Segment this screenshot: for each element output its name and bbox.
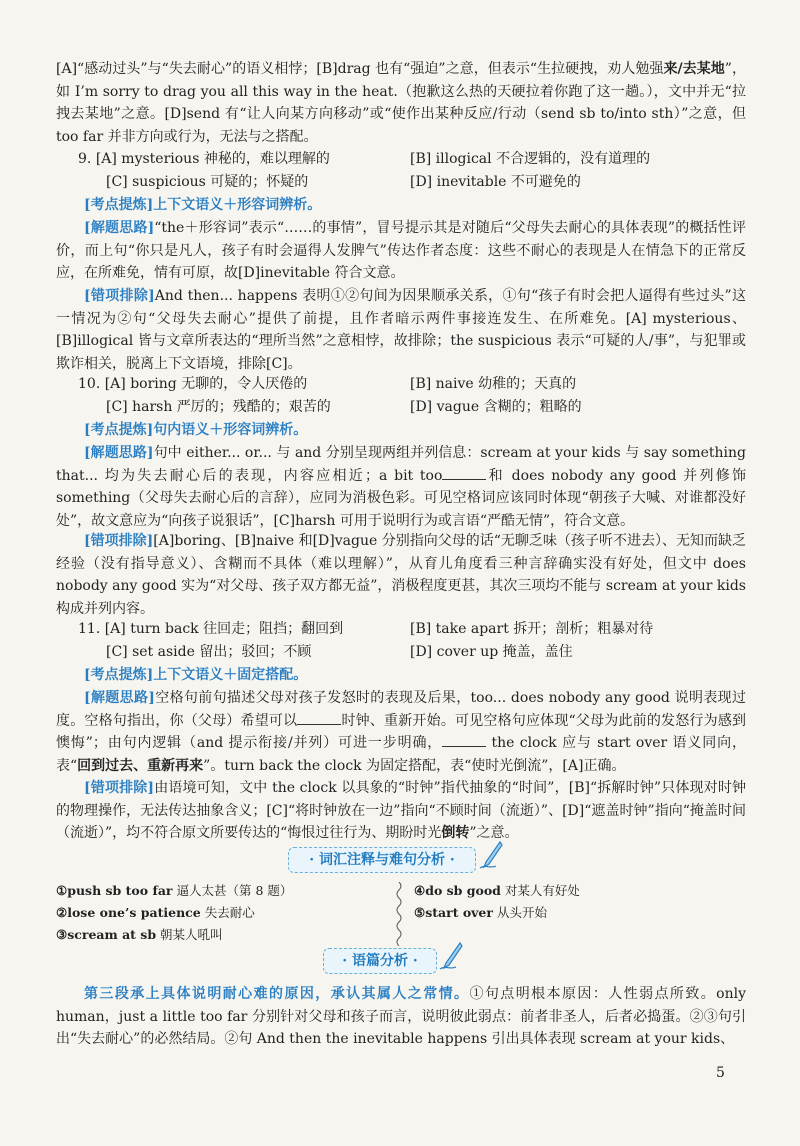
- q11-cuoxiang-tag: [错项排除]: [84, 780, 155, 796]
- vocab-term: ④do sb good: [414, 883, 501, 898]
- q10-a-text: [A] boring 无聊的，令人厌倦的: [104, 376, 308, 392]
- vocab-def: 从头开始: [492, 905, 547, 920]
- q9-option-b: [B] illogical 不合逻辑的，没有道理的: [410, 151, 651, 167]
- q10-jieti-text-cont: 和 does nobody any good 并列修饰 something（父母失去耐心后的言辞），应同为消极色彩。可见空格词应该同时体现“朝孩子大喊、对谁都没好处”，故文意应为“向孩子说狠话”，[C]harsh 可用于说明行为或言语“严酷无情”，符合文意。: [56, 467, 747, 529]
- vocab-section-title: · 词汇注释与难句分析 ·: [288, 847, 476, 873]
- blank-line: [442, 467, 486, 480]
- vocab-item: [56, 924, 223, 946]
- vocab-item: [56, 902, 255, 924]
- vocab-item: [56, 880, 292, 902]
- q11-jieti-text-cont: 时钟、重新开始。可见空格句应体现“父母为此前的发怒行为感到懊悔”；由句内逻辑（and 提示衔接/并列）可进一步明确，: [56, 712, 747, 751]
- q9-kaodian-tag: [考点提炼]: [84, 197, 154, 213]
- q10-jieti-tag: [解题思路]: [84, 445, 154, 461]
- vocab-term: ①push sb too far: [56, 883, 173, 898]
- q9-a-text: [A] mysterious 神秘的，难以理解的: [95, 151, 330, 167]
- vocab-term: ⑤start over: [414, 905, 493, 920]
- q9-jieti-tag: [解题思路]: [84, 220, 155, 236]
- q9-option-c: [C] suspicious 可疑的；怀疑的: [106, 174, 309, 190]
- q9-number: 9.: [78, 151, 92, 167]
- q10-option-d: [D] vague 含糊的；粗略的: [410, 399, 582, 415]
- text-analysis-paragraph: [56, 983, 746, 1051]
- q10-jieti-text: 句中 either... or... 与 and 分别呈现两组并列信息：scream at your kids 与 say something that... 均为失去耐心后的表现，内容应相近；a bit too: [56, 445, 746, 484]
- q10-option-a: [78, 373, 307, 395]
- q10-jieti: [56, 442, 746, 532]
- text-analysis-body: ①句点明根本原因：人性弱点所致。only human，just a little too far 分别针对父母和孩子而言，说明彼此弱点：前者非圣人，后者必捣蛋。②③句引出“失去耐心”的必然结局。②句 And then the inevitable happens 引出具体表现 scream at your kids、: [56, 986, 746, 1047]
- vocab-def: 朝某人吼叫: [156, 927, 223, 942]
- q11-kaodian: [56, 664, 746, 687]
- vocab-term: ③scream at sb: [56, 927, 157, 942]
- q11-cuoxiang-bold: 倒转: [441, 825, 470, 841]
- q11-cuoxiang: [56, 777, 746, 845]
- q11-jieti-text: 空格句前句描述父母对孩子发怒时的表现及后果，too... does nobody any good 说明表现过度。空格句指出，你（父母）希望可以: [56, 690, 747, 729]
- q11-jieti-tag: [解题思路]: [84, 690, 155, 706]
- vocab-item: [414, 880, 580, 902]
- q10-kaodian: [56, 419, 746, 442]
- q9-option-a: [78, 148, 330, 170]
- intro-paragraph: [56, 58, 746, 148]
- q9-jieti-text: “the＋形容词”表示“……的事情”，冒号提示其是对随后“父母失去耐心的具体表现”的概括性评价，而上句“你只是凡人，孩子有时会逼得人发脾气”传达作者态度：这些不耐心的表现是人在情急下的正常反应，在所难免，情有可原，故[D]inevitable 符合文意。: [56, 220, 746, 281]
- q11-kaodian-text: 上下文语义＋固定搭配。: [153, 667, 308, 683]
- q11-cuoxiang-text-cont: ”之意。: [469, 825, 519, 841]
- q10-number: 10.: [78, 376, 101, 392]
- q10-cuoxiang-text: [A]boring、[B]naive 和[D]vague 分别指向父母的话“无聊乏味（孩子听不进去）、无知而缺乏经验（没有指导意义）、含糊而不具体（难以理解）”，从育儿角度看三种言辞确实没有好处，但文中 does nobody any good 实为“对父母、孩子双方都无益”，消极程度更甚，其次三项均不能与 scream at your kids 构成并列内容。: [56, 533, 747, 617]
- q11-jieti: [56, 687, 746, 777]
- q11-option-a: [78, 618, 343, 640]
- pen-icon: [478, 840, 504, 870]
- q11-kaodian-tag: [考点提炼]: [84, 667, 154, 683]
- q9-kaodian-text: 上下文语义＋形容词辨析。: [153, 197, 322, 213]
- q10-option-c: [C] harsh 严厉的；残酷的；艰苦的: [106, 399, 331, 415]
- page-number: 5: [716, 1065, 725, 1081]
- vocab-def: 对某人有好处: [500, 883, 580, 898]
- q11-option-d: [D] cover up 掩盖，盖住: [410, 644, 573, 660]
- q9-cuoxiang-tag: [错项排除]: [84, 288, 155, 304]
- q11-jieti-bold: 回到过去、重新再来: [77, 757, 204, 774]
- text-section-title: · 语篇分析 ·: [323, 948, 437, 974]
- q10-kaodian-tag: [考点提炼]: [84, 422, 154, 438]
- q10-cuoxiang-tag: [错项排除]: [84, 533, 154, 549]
- intro-bold: 来/去某地: [663, 61, 725, 77]
- q11-cuoxiang-text: 由语境可知，文中 the clock 以具象的“时钟”指代抽象的“时间”，[B]“拆解时钟”只体现对时钟的物理操作，无法传达抽象含义；[C]“将时钟放在一边”指向“不顾时间（流逝）”、[D]“遮盖时钟”指向“掩盖时间（流逝）”，均不符合原文所要传达的“悔恨过往行为、期盼时光: [56, 780, 746, 841]
- q11-number: 11.: [78, 621, 101, 637]
- q10-option-b: [B] naive 幼稚的；天真的: [410, 376, 577, 392]
- q9-kaodian: [56, 194, 746, 217]
- q9-option-d: [D] inevitable 不可避免的: [410, 174, 581, 190]
- vocab-def: 失去耐心: [200, 905, 255, 920]
- q9-cuoxiang-text: And then... happens 表明①②句间为因果顺承关系，①句“孩子有时会把人逼得有些过头”这一情况为②句“父母失去耐心”提供了前提，且作者暗示两件事接连发生、在所难免。[A] mysterious、[B]illogical 皆与文章所表达的“理所当然”之意相悖，故排除；the suspicious 表示“可疑的人/事”，与犯罪或欺诈相关，脱离上下文语境，排除[C]。: [56, 288, 746, 372]
- intro-text: [A]“感动过头”与“失去耐心”的语义相悖；[B]drag 也有“强迫”之意，但表示“生拉硬拽，劝人勉强: [56, 61, 664, 77]
- q10-kaodian-text: 句内语义＋形容词辨析。: [153, 422, 308, 438]
- q10-cuoxiang: [56, 530, 746, 620]
- q11-option-b: [B] take apart 拆开；剖析；粗暴对待: [410, 621, 654, 637]
- q11-option-c: [C] set aside 留出；驳回；不顾: [106, 644, 312, 660]
- q11-jieti-text-cont2: the clock 应与 start over 语义同向，表“: [56, 735, 746, 774]
- q11-jieti-text-cont3: ”。turn back the clock 为固定搭配，表“使时光倒流”，[A]正确。: [203, 757, 626, 774]
- q11-a-text: [A] turn back 往回走；阻挡；翻回到: [104, 621, 344, 637]
- q9-cuoxiang: [56, 285, 746, 375]
- intro-text-cont: ”，如 I’m sorry to drag you all this way in the heat.（抱歉这么热的天硬拉着你跑了这一趟。），文中并无“拉拽去某地”之意。[D]send 有“让人向某方向移动”或“使作出某种反应/行动（send sb to/into sth）”之意，但 too far 并非方向或行为，无法与之搭配。: [56, 61, 746, 145]
- vocab-def: 逼人太甚（第 8 题）: [172, 883, 293, 898]
- blank-line: [442, 734, 486, 747]
- vocab-item: [414, 902, 547, 924]
- vocab-term: ②lose one’s patience: [56, 905, 201, 920]
- wavy-divider: [394, 882, 404, 946]
- pen-icon: [438, 941, 464, 971]
- blank-line: [297, 712, 341, 725]
- text-analysis-lead: 第三段承上具体说明耐心难的原因，承认其属人之常情。: [84, 986, 470, 1002]
- q9-jieti: [56, 217, 746, 285]
